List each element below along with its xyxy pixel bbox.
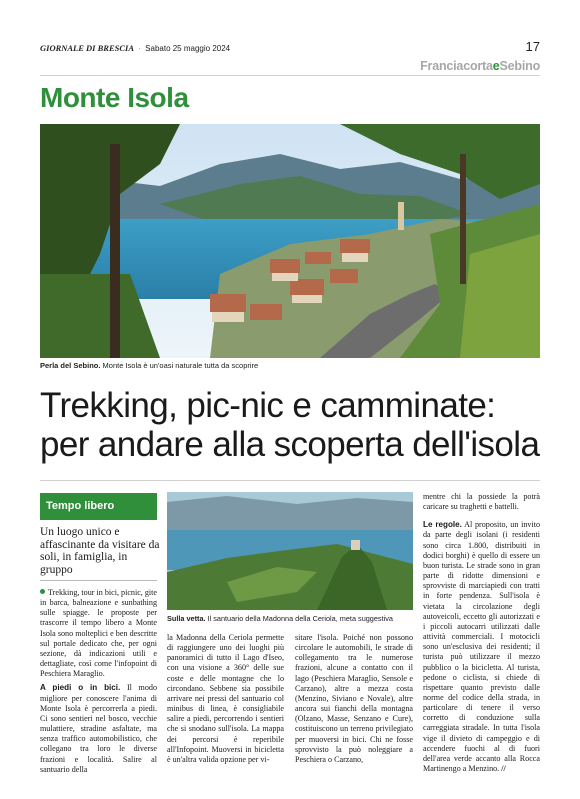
secondary-photo [167,492,413,610]
small-caption-lead: Sulla vetta. [167,614,206,623]
place-title: Monte Isola [40,82,189,113]
intro-text: Trekking, tour in bici, picnic, gite in barca, balneazione e sunbathing sulle spiagge. le proposte per trascorre il tempo libero a Monte Isola sono molteplici e ben descritte sul portale dedicato che, per ogni sezione, dà indicazioni utili e dettagliate, così come l'infopoint di Peschiera Maraglio. [40,588,157,679]
main-photo-caption [40,361,540,370]
summit-sanctuary-illustration [167,492,413,610]
lead-regole: Le regole. [423,520,462,530]
top-divider [40,75,540,76]
section-tag: Tempo libero [40,493,157,520]
main-photo [40,124,540,358]
kicker-subheading: Un luogo unico e affascinante da visitare da soli, in famiglia, in gruppo [40,526,160,576]
page-number: 17 [525,39,540,54]
regole-text: Al proposito, un invito da parte degli isolani (i residenti sono circa 1.800, distribuiti in dodici borghi) è quello di essere un buon turista. Le strade sono in gran parte di ridotte dimensioni e sprovviste di marciapiedi con tratti in forte pendenza. Sull'isola è vietata la circolazione degli autoveicoli, eccetto gli autorizzati e i piccoli autocarri utilizzati dalle attività commerciali. I motocicli sono un'esclusiva dei residenti; il turista può utilizzare il mezzo pubblico o la bicicletta. Al turista, pedone o ciclista, si chiede di rispettare quanto previsto dalle norme del codice della strada, in particolare di tenere il verso corretto di conduzione sulla carreggiata stradale. In tutta l'isola vige il divieto di campeggio e di accendere fuochi al di fuori dell'area verde accanto alla Rocca Martinengo a Menzino. [423,520,540,774]
article-column-4 [423,492,540,774]
col4-intro: mentre chi la possiede la potrà caricare su traghetti e battelli. [423,492,540,512]
headline-divider [40,480,540,481]
article-headline [40,386,540,464]
section-label-amp: e [492,59,500,73]
headline-line-2: per andare alla scoperta dell'isola [40,425,540,464]
section-label [420,59,540,73]
col3-text: sitare l'isola. Poiché non possono circolare le automobili, le strade di collegamento tra le numerose frazioni, alcune a contatto con il lago (Peschiera Maraglio, Sensole e Carzano), altre a mezza costa (Menzino, Siviano e Novale), altre ancora sui fianchi della montagna (Olzano, Masse, Senzano e Cure), costituiscono un terreno privilegiato per muoversi in bici. Chi ne fosse sprovvisto la può noleggiare a Peschiera o Carzano, [295,633,413,764]
a-piedi-text: Il modo migliore per conoscere l'anima di Monte Isola è percorrerla a piedi. Ci sono sentieri nel bosco, vecchie mulattiere, stradine asfaltate, ma senza traffico automobilistico, che collegano tra loro le diverse frazioni e località. Salire al santuario della [40,683,157,774]
small-caption-text: Il santuario della Madonna della Ceriola, meta suggestiva [205,614,393,623]
main-caption-lead: Perla del Sebino. [40,361,101,370]
issue-date: Sabato 25 maggio 2024 [145,44,231,53]
section-label-part2: Sebino [499,59,540,73]
bullet-icon [40,589,45,594]
paragraph-regole [423,520,540,774]
article-column-3 [295,633,413,765]
section-label-part1: Franciacorta [420,59,493,73]
article-column-2 [167,633,284,765]
headline-line-1: Trekking, pic-nic e camminate: [40,386,496,425]
article-column-1 [40,588,157,775]
secondary-photo-caption [167,614,413,623]
end-mark: // [501,764,506,774]
kicker-divider [40,580,157,581]
col2-text: la Madonna della Ceriola permette di raggiungere uno dei luoghi più panoramici di tutto il Lago d'Iseo, con una visione a 360° delle sue coste e delle montagne che lo circondano. Sebbene sia possibile arrivare nei pressi del santuario col minibus di linea, è consigliabile salire a piedi, percorrendo i sentieri che si snodano sull'isola. La mappa dei percorsi è reperibile all'Infopoint. Muoversi in bicicletta è un'altra valida opzione per vi- [167,633,284,764]
lake-landscape-illustration [40,124,540,358]
masthead-separator: · [138,44,141,53]
paragraph-intro [40,588,157,679]
paragraph-a-piedi [40,683,157,774]
masthead [40,39,540,57]
newspaper-name: GIORNALE DI BRESCIA [40,43,135,53]
main-caption-text: Monte Isola è un'oasi naturale tutta da scoprire [100,361,259,370]
lead-a-piedi: A piedi o in bici. [40,683,121,693]
